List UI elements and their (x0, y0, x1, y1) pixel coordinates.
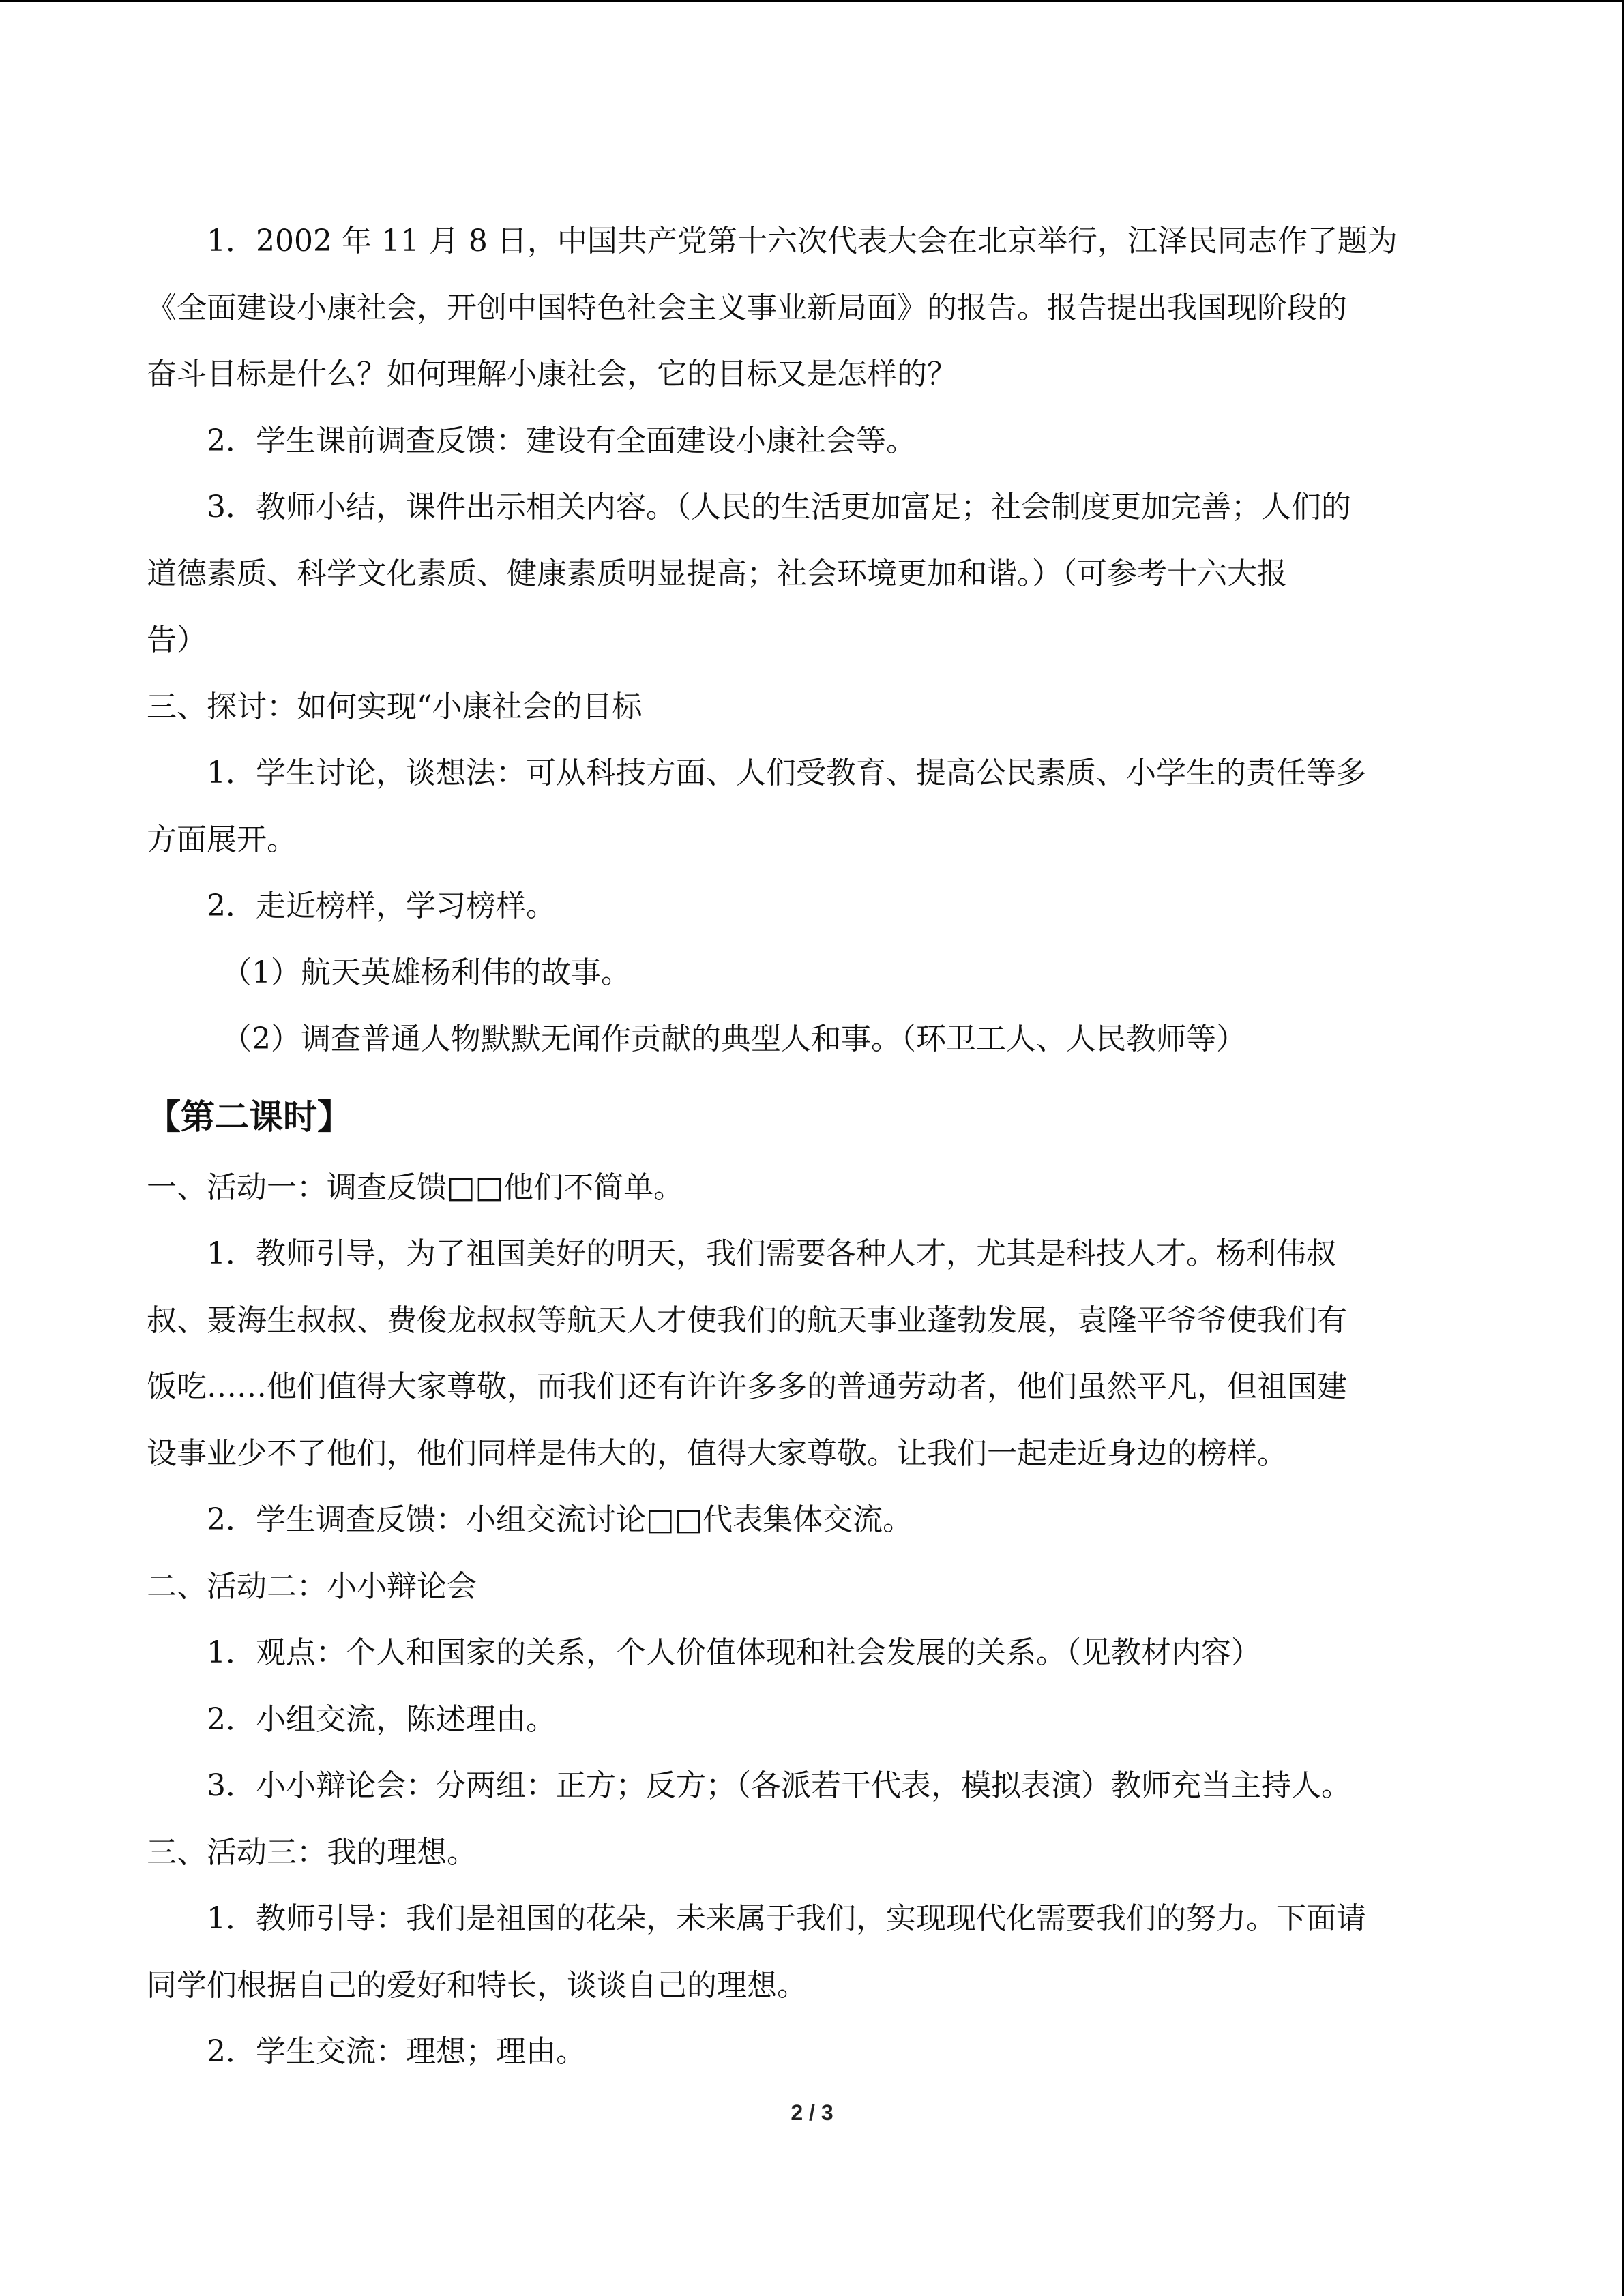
text-line: 设事业少不了他们，他们同样是伟大的，值得大家尊敬。让我们一起走近身边的榜样。 (147, 1435, 1287, 1471)
paragraph (147, 1686, 1477, 1753)
text-line: 1．观点：个人和国家的关系，个人价值体现和社会发展的关系。（见教材内容） (207, 1635, 1261, 1670)
paragraph (147, 1885, 1477, 2018)
text-line: 道德素质、科学文化素质、健康素质明显提高；社会环境更加和谐。）（可参考十六大报 (147, 556, 1287, 591)
text-line: 叔、聂海生叔叔、费俊龙叔叔等航天人才使我们的航天事业蓬勃发展，袁隆平爷爷使我们有 (147, 1302, 1347, 1338)
text-line: 饭吃……他们值得大家尊敬，而我们还有许许多多的普通劳动者，他们虽然平凡，但祖国建 (147, 1369, 1347, 1404)
text-line: 1．2002 年 11 月 8 日，中国共产党第十六次代表大会在北京举行，江泽民同志作了题为 (207, 224, 1398, 258)
paragraph (147, 1753, 1477, 1819)
text-line: 三、活动三：我的理想。 (147, 1834, 477, 1870)
paragraph (147, 408, 1477, 475)
text-line: 3．小小辩论会：分两组：正方；反方；（各派若干代表，模拟表演）教师充当主持人。 (207, 1768, 1351, 1803)
text-line: 同学们根据自己的爱好和特长，谈谈自己的理想。 (147, 1967, 807, 2003)
text-line: 三、探讨：如何实现“小康社会的目标 (147, 689, 643, 724)
page-number: 2 / 3 (791, 2100, 833, 2125)
paragraph (147, 1487, 1477, 1553)
paragraph (147, 1620, 1477, 1686)
paragraph (147, 1006, 1477, 1073)
paragraph (147, 1154, 1477, 1221)
text-line: 3．教师小结，课件出示相关内容。（人民的生活更加富足；社会制度更加完善；人们的 (207, 490, 1351, 524)
text-line: 奋斗目标是什么？如何理解小康社会，它的目标又是怎样的？ (147, 357, 957, 391)
document-body (147, 208, 1477, 2085)
paragraph (147, 2018, 1477, 2085)
text-line: 《全面建设小康社会，开创中国特色社会主义事业新局面》的报告。报告提出我国现阶段的 (147, 290, 1347, 325)
text-line: 1．学生讨论，谈想法：可从科技方面、人们受教育、提高公民素质、小学生的责任等多 (207, 756, 1366, 790)
text-line: 方面展开。 (147, 822, 297, 857)
paragraph (147, 1819, 1477, 1886)
paragraph (147, 873, 1477, 940)
text-line: 告） (147, 623, 207, 657)
text-line: 二、活动二：小小辩论会 (147, 1568, 477, 1604)
text-line: 2．学生交流：理想；理由。 (207, 2034, 586, 2069)
first-lesson-continuation (147, 208, 1477, 1073)
text-line: 1．教师引导，为了祖国美好的明天，我们需要各种人才，尤其是科技人才。杨利伟叔 (207, 1236, 1336, 1271)
second-lesson-content (147, 1154, 1477, 2085)
paragraph (147, 740, 1477, 873)
text-line: 1．教师引导：我们是祖国的花朵，未来属于我们，实现现代化需要我们的努力。下面请 (207, 1901, 1366, 1936)
paragraph (147, 940, 1477, 1007)
paragraph (147, 674, 1477, 741)
paragraph (147, 474, 1477, 674)
text-line: （2）调查普通人物默默无闻作贡献的典型人和事。（环卫工人、人民教师等） (222, 1022, 1246, 1056)
text-line: 2．小组交流，陈述理由。 (207, 1701, 556, 1737)
paragraph (147, 208, 1477, 408)
paragraph (147, 1553, 1477, 1620)
text-line: 2．学生课前调查反馈：建设有全面建设小康社会等。 (207, 423, 916, 458)
paragraph (147, 1221, 1477, 1487)
section-title: 【第二课时】 (147, 1097, 351, 1137)
text-line: 2．走近榜样，学习榜样。 (207, 889, 556, 923)
text-line: 2．学生调查反馈：小组交流讨论□□代表集体交流。 (207, 1502, 913, 1537)
text-line: 一、活动一：调查反馈□□他们不简单。 (147, 1169, 684, 1205)
text-line: （1）航天英雄杨利伟的故事。 (222, 955, 631, 990)
